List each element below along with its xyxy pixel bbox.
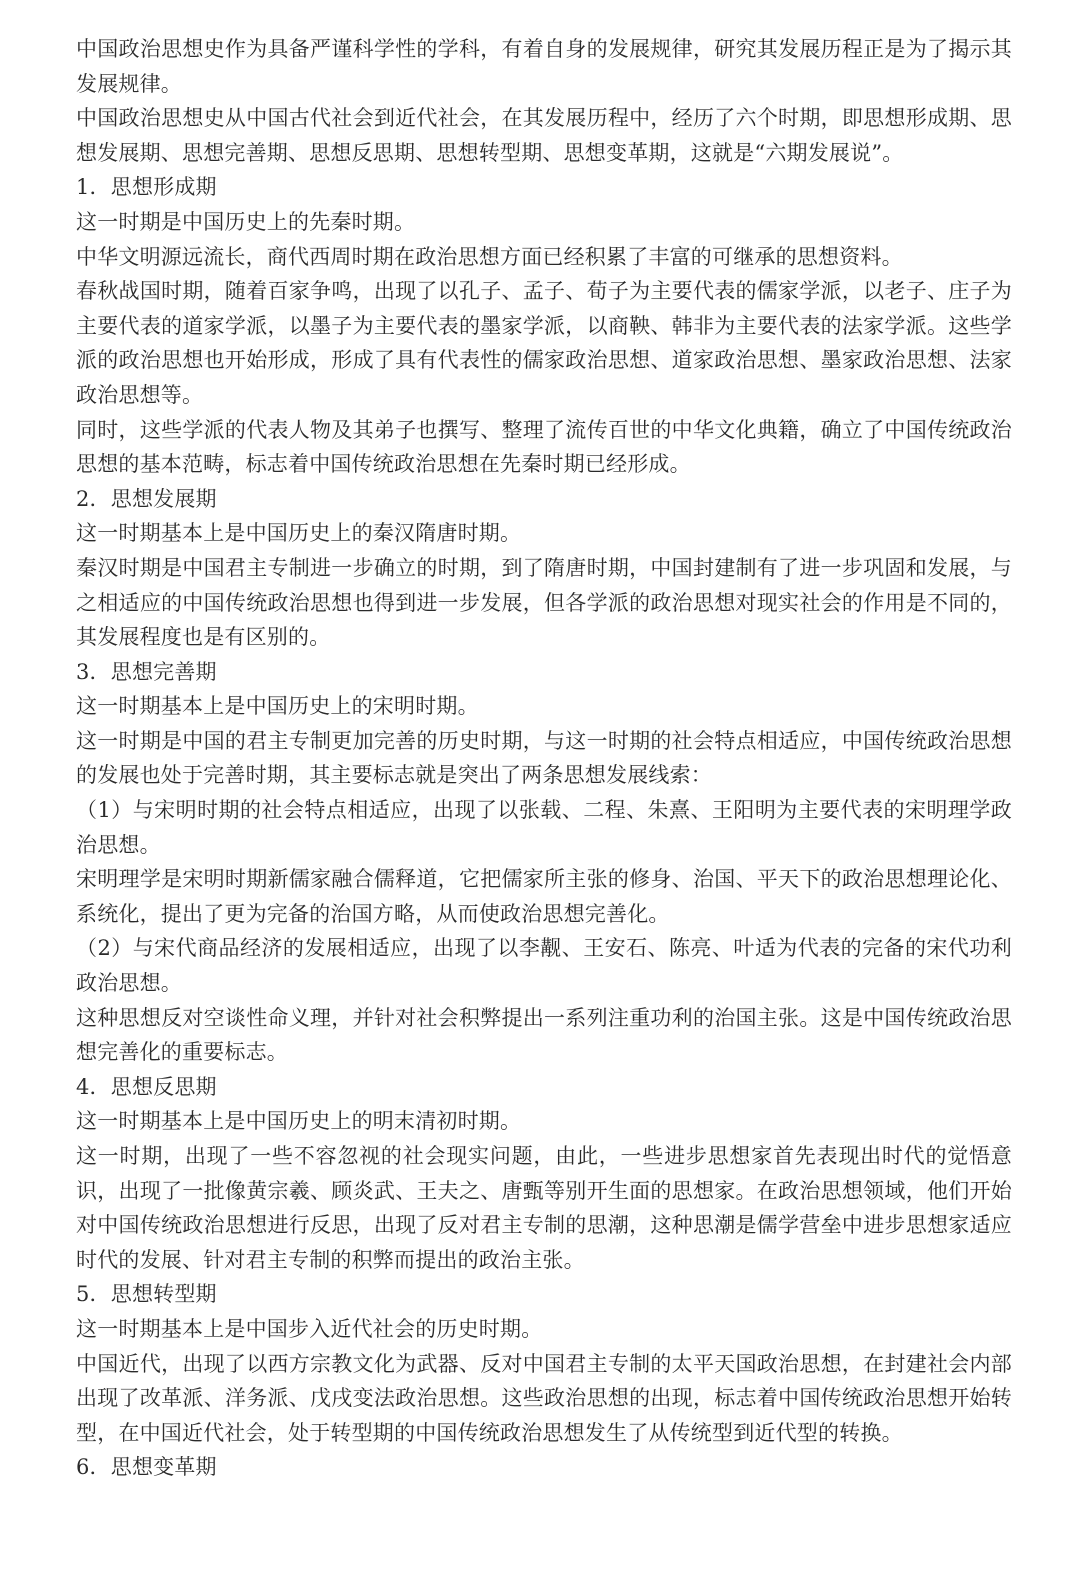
body-paragraph: 宋明理学是宋明时期新儒家融合儒释道，它把儒家所主张的修身、治国、平天下的政治思想理论化、系统化，提出了更为完备的治国方略，从而使政治思想完善化。 (76, 867, 1012, 926)
body-paragraph: 这一时期是中国的君主专制更加完善的历史时期，与这一时期的社会特点相适应，中国传统政治思想的发展也处于完善时期，其主要标志就是突出了两条思想发展线索： (76, 728, 1012, 788)
section-heading-1: 1．思想形成期 (76, 175, 217, 200)
body-paragraph: 这一时期基本上是中国历史上的宋明时期。 (76, 694, 479, 719)
list-item-paragraph: （2）与宋代商品经济的发展相适应，出现了以李觏、王安石、陈亮、叶适为代表的完备的宋代功利政治思想。 (76, 936, 1012, 996)
list-item-paragraph: （1）与宋明时期的社会特点相适应，出现了以张载、二程、朱熹、王阳明为主要代表的宋明理学政治思想。 (76, 798, 1012, 857)
intro-paragraph: 中国政治思想史作为具备严谨科学性的学科，有着自身的发展规律，研究其发展历程正是为了揭示其发展规律。 (76, 37, 1012, 96)
body-paragraph: 春秋战国时期，随着百家争鸣，出现了以孔子、孟子、荀子为主要代表的儒家学派，以老子、庄子为主要代表的道家学派，以墨子为主要代表的墨家学派，以商鞅、韩非为主要代表的法家学派。这些学派的政治思想也开始形成，形成了具有代表性的儒家政治思想、道家政治思想、墨家政治思想、法家政治思想等。 (76, 279, 1012, 407)
body-paragraph: 这一时期是中国历史上的先秦时期。 (76, 209, 416, 234)
body-paragraph: 这一时期，出现了一些不容忽视的社会现实问题，由此，一些进步思想家首先表现出时代的觉悟意识，出现了一批像黄宗羲、顾炎武、王夫之、唐甄等别开生面的思想家。在政治思想领域，他们开始对中国传统政治思想进行反思，出现了反对君主专制的思潮，这种思潮是儒学营垒中进步思想家适应时代的发展、针对君主专制的积弊而提出的政治主张。 (76, 1144, 1012, 1272)
section-heading-3: 3．思想完善期 (76, 659, 217, 684)
body-paragraph: 这一时期基本上是中国历史上的明末清初时期。 (76, 1109, 522, 1134)
body-paragraph: 这一时期基本上是中国步入近代社会的历史时期。 (76, 1316, 543, 1341)
body-paragraph: 秦汉时期是中国君主专制进一步确立的时期，到了隋唐时期，中国封建制有了进一步巩固和发展，与之相适应的中国传统政治思想也得到进一步发展，但各学派的政治思想对现实社会的作用是不同的，其发展程度也是有区别的。 (76, 555, 1012, 650)
section-heading-6: 6．思想变革期 (76, 1455, 217, 1480)
section-heading-2: 2．思想发展期 (76, 486, 217, 511)
body-paragraph: 同时，这些学派的代表人物及其弟子也撰写、整理了流传百世的中华文化典籍，确立了中国传统政治思想的基本范畴，标志着中国传统政治思想在先秦时期已经形成。 (76, 417, 1012, 477)
body-paragraph: 中华文明源远流长，商代西周时期在政治思想方面已经积累了丰富的可继承的思想资料。 (76, 244, 903, 269)
body-paragraph: 中国近代，出现了以西方宗教文化为武器、反对中国君主专制的太平天国政治思想，在封建社会内部出现了改革派、洋务派、戊戌变法政治思想。这些政治思想的出现，标志着中国传统政治思想开始转型，在中国近代社会，处于转型期的中国传统政治思想发生了从传统型到近代型的转换。 (76, 1351, 1012, 1445)
body-paragraph: 这一时期基本上是中国历史上的秦汉隋唐时期。 (76, 521, 522, 546)
body-paragraph: 这种思想反对空谈性命义理，并针对社会积弊提出一系列注重功利的治国主张。这是中国传统政治思想完善化的重要标志。 (76, 1005, 1012, 1065)
section-heading-5: 5．思想转型期 (76, 1282, 217, 1307)
section-heading-4: 4．思想反思期 (76, 1074, 217, 1099)
six-periods-paragraph: 中国政治思想史从中国古代社会到近代社会，在其发展历程中，经历了六个时期，即思想形成期、思想发展期、思想完善期、思想反思期、思想转型期、思想变革期，这就是“六期发展说”。 (76, 106, 1012, 165)
